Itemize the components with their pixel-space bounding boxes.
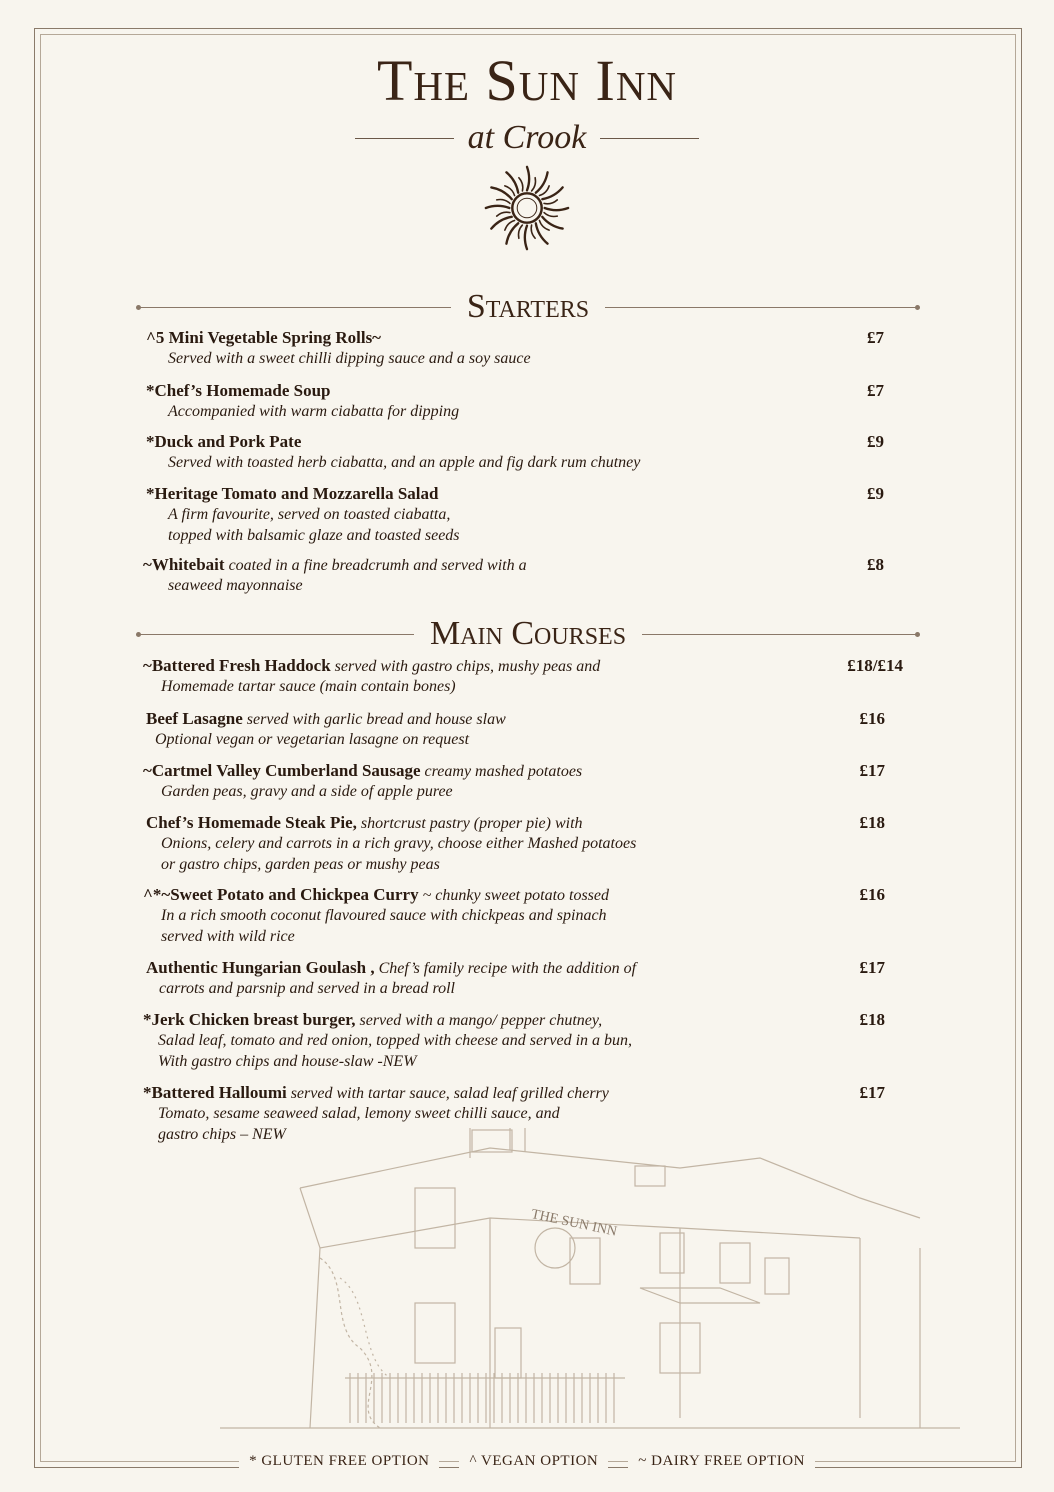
- dish-inline-description: coated in a fine breadcrumh and served with a: [228, 557, 527, 574]
- dish-title-line: [143, 760, 582, 782]
- inn-sign-text: THE SUN INN: [529, 1207, 619, 1240]
- dish-price: £18: [859, 1010, 885, 1029]
- dish-inline-description: served with garlic bread and house slaw: [246, 711, 506, 728]
- legend-gluten-free: * GLUTEN FREE OPTION: [239, 1452, 439, 1470]
- subtitle-rule-left: [355, 138, 454, 139]
- starters-heading: Starters: [466, 288, 590, 325]
- dish-inline-description: creamy mashed potatoes: [424, 763, 583, 780]
- dish-name: Authentic Hungarian Goulash ,: [146, 958, 375, 977]
- dish-description: topped with balsamic glaze and toasted seeds: [168, 527, 460, 544]
- dish-name: ~Battered Fresh Haddock: [143, 656, 331, 675]
- dish-title-line: [143, 884, 609, 906]
- legend-vegan: ^ VEGAN OPTION: [459, 1452, 608, 1470]
- dish-title-line: [146, 708, 506, 730]
- dish-inline-description: Chef’s family recipe with the addition of: [378, 960, 637, 977]
- dish-price: £9: [867, 432, 884, 451]
- dish-name: *Chef’s Homemade Soup: [146, 381, 331, 400]
- dish-description: With gastro chips and house-slaw -NEW: [158, 1053, 417, 1070]
- dish-title-line: [143, 1009, 602, 1031]
- dish-price: £18/£14: [847, 656, 903, 675]
- dish-name: *Duck and Pork Pate: [146, 432, 302, 451]
- dish-price: £16: [859, 885, 885, 904]
- dish-description: seaweed mayonnaise: [168, 577, 303, 594]
- dish-name: ~Cartmel Valley Cumberland Sausage: [143, 761, 421, 780]
- dish-inline-description: served with gastro chips, mushy peas and: [334, 658, 601, 675]
- dish-price: £7: [867, 328, 884, 347]
- dish-price: £9: [867, 484, 884, 503]
- dish-price: £17: [859, 1083, 885, 1102]
- dish-price: £16: [859, 709, 885, 728]
- dish-description: or gastro chips, garden peas or mushy peas: [161, 856, 440, 873]
- dish-description: Garden peas, gravy and a side of apple puree: [161, 783, 453, 800]
- dish-name: *Heritage Tomato and Mozzarella Salad: [146, 484, 439, 503]
- dish-description: Onions, celery and carrots in a rich gravy, choose either Mashed potatoes: [161, 835, 637, 852]
- heading-rule-right: [642, 634, 918, 635]
- dish-inline-description: served with tartar sauce, salad leaf grilled cherry: [290, 1085, 609, 1102]
- dish-title-line: [146, 812, 583, 834]
- subtitle-rule-right: [600, 138, 699, 139]
- dish-description: carrots and parsnip and served in a bread roll: [159, 980, 455, 997]
- starters-heading-row: [138, 287, 918, 327]
- dish-name: ^5 Mini Vegetable Spring Rolls~: [146, 328, 382, 347]
- inn-building-sketch: [160, 1128, 960, 1438]
- dish-name: Beef Lasagne: [146, 709, 243, 728]
- dish-name: ^*~Sweet Potato and Chickpea Curry: [143, 885, 419, 904]
- mains-heading-row: [138, 614, 918, 654]
- sun-logo-icon: [478, 162, 576, 254]
- dish-name: ~Whitebait: [143, 555, 225, 574]
- dish-description: In a rich smooth coconut flavoured sauce with chickpeas and spinach: [161, 907, 607, 924]
- dish-inline-description: served with a mango/ pepper chutney,: [359, 1012, 603, 1029]
- heading-rule-left: [138, 634, 414, 635]
- dish-name: *Battered Halloumi: [143, 1083, 287, 1102]
- subtitle-row: [355, 118, 699, 158]
- dish-description: gastro chips – NEW: [158, 1126, 286, 1143]
- dish-description: A firm favourite, served on toasted ciabatta,: [168, 506, 451, 523]
- page-title: The Sun Inn: [376, 48, 678, 113]
- dish-title-line: [143, 554, 527, 576]
- dish-title-line: [146, 431, 301, 452]
- dish-description: Salad leaf, tomato and red onion, topped with cheese and served in a bun,: [158, 1032, 633, 1049]
- dish-description: Homemade tartar sauce (main contain bones): [161, 678, 456, 695]
- dish-name: Chef’s Homemade Steak Pie,: [146, 813, 357, 832]
- dish-inline-description: ~ chunky sweet potato tossed: [422, 887, 610, 904]
- dish-title-line: [143, 655, 600, 677]
- dish-description: Served with toasted herb ciabatta, and an apple and fig dark rum chutney: [168, 454, 641, 471]
- dish-price: £17: [859, 958, 885, 977]
- dish-title-line: [146, 380, 330, 401]
- heading-rule-right: [605, 307, 918, 308]
- dish-price: £7: [867, 381, 884, 400]
- dish-description: served with wild rice: [161, 928, 295, 945]
- dish-title-line: [146, 957, 636, 979]
- dish-description: Tomato, sesame seaweed salad, lemony sweet chilli sauce, and: [158, 1105, 560, 1122]
- dish-description: Accompanied with warm ciabatta for dipping: [168, 403, 460, 420]
- mains-heading: Main Courses: [429, 615, 627, 652]
- dish-inline-description: shortcrust pastry (proper pie) with: [360, 815, 583, 832]
- legend-dairy-free: ~ DAIRY FREE OPTION: [628, 1452, 815, 1470]
- subtitle: at Crook: [467, 119, 587, 156]
- dish-name: *Jerk Chicken breast burger,: [143, 1010, 356, 1029]
- dish-title-line: [146, 483, 438, 504]
- dish-price: £8: [867, 555, 884, 574]
- dish-title-line: [143, 1082, 609, 1104]
- heading-rule-left: [138, 307, 451, 308]
- dish-price: £17: [859, 761, 885, 780]
- dish-price: £18: [859, 813, 885, 832]
- dietary-legend: [0, 1452, 1054, 1470]
- dish-title-line: [146, 327, 381, 348]
- dish-description: Served with a sweet chilli dipping sauce and a soy sauce: [168, 350, 531, 367]
- dish-description: Optional vegan or vegetarian lasagne on request: [155, 731, 470, 748]
